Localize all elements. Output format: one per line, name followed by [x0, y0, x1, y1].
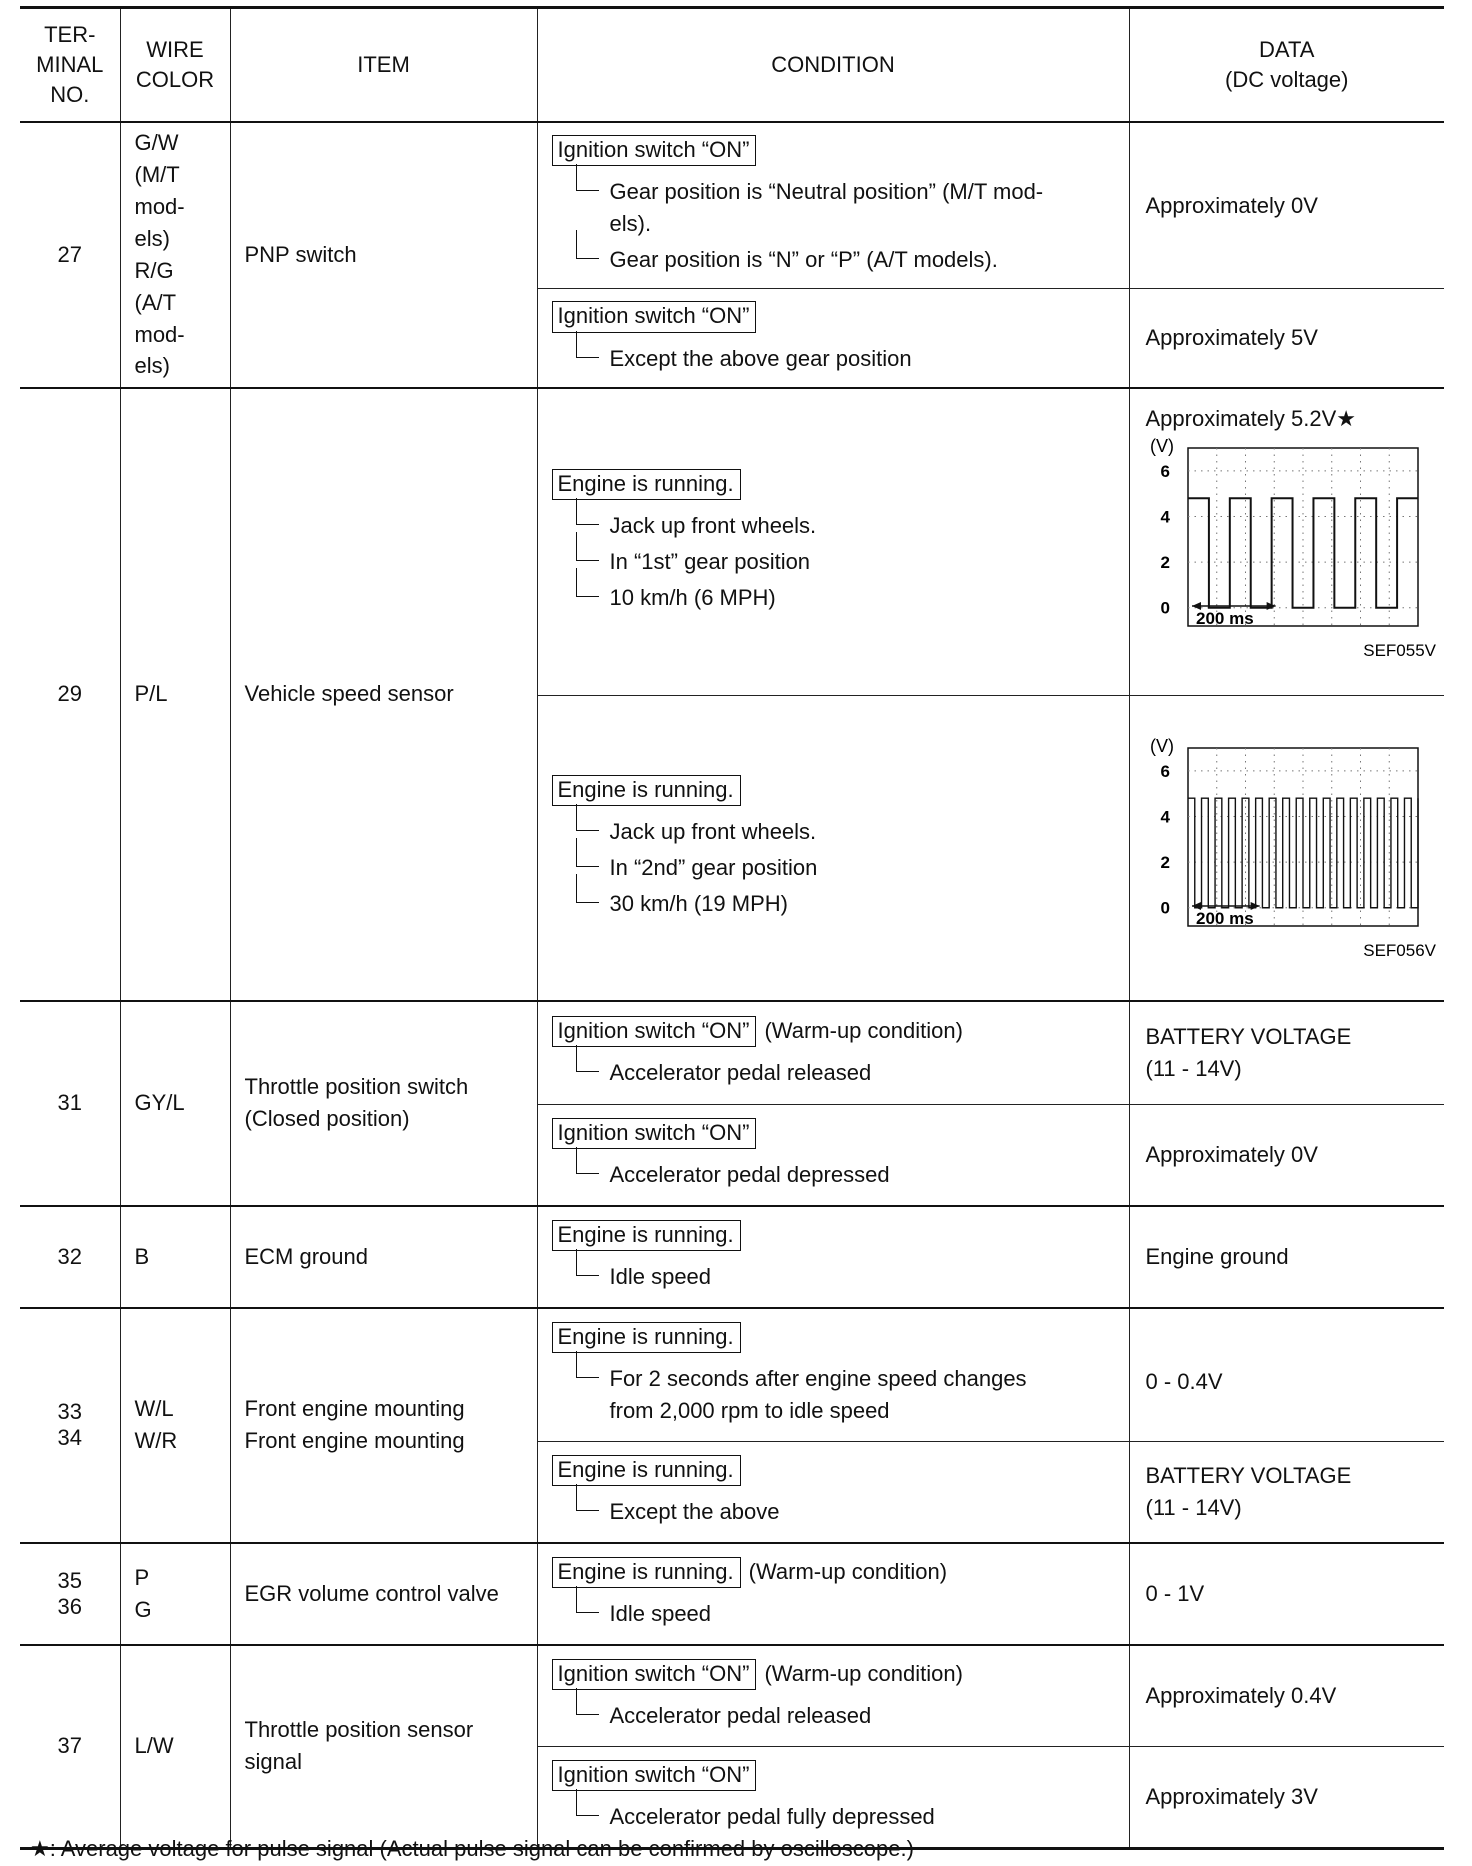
item-cell: PNP switch	[230, 122, 537, 388]
data-cell	[1129, 388, 1444, 696]
scope-tick-label: 4	[1160, 507, 1170, 527]
condition-box: Ignition switch “ON”	[552, 1118, 757, 1149]
scope-figure-code: SEF056V	[1362, 940, 1436, 960]
data-cell: 0 - 1V	[1129, 1543, 1444, 1645]
wire-color-cell: G/W (M/T mod- els) R/G (A/T mod- els)	[120, 122, 230, 388]
table-row	[20, 388, 1444, 696]
data-cell: Approximately 3V	[1129, 1746, 1444, 1848]
footnote: ★: Average voltage for pulse signal (Actual pulse signal can be confirmed by oscilloscope.)	[30, 1836, 914, 1861]
terminal-cell: 37	[20, 1645, 120, 1849]
condition-cell	[537, 122, 1129, 289]
data-cell	[1129, 695, 1444, 1001]
table-row	[20, 1001, 1444, 1105]
wire-color-cell: L/W	[120, 1645, 230, 1849]
scope-time-label: 200 ms	[1195, 609, 1254, 629]
terminal-cell: 31	[20, 1001, 120, 1206]
data-cell: BATTERY VOLTAGE (11 - 14V)	[1129, 1441, 1444, 1543]
header-condition: CONDITION	[537, 8, 1129, 123]
condition-box: Ignition switch “ON”	[552, 135, 757, 166]
condition-branch: Accelerator pedal released	[576, 1696, 1119, 1732]
data-cell: Approximately 0V	[1129, 1104, 1444, 1206]
data-value: Approximately 5.2V★	[1145, 405, 1356, 431]
condition-note: (Warm-up condition)	[764, 1660, 963, 1686]
condition-branch: Gear position is “N” or “P” (A/T models).	[576, 240, 1119, 276]
wire-color-cell: GY/L	[120, 1001, 230, 1206]
data-cell: Approximately 0.4V	[1129, 1645, 1444, 1747]
scope-tick-label: 0	[1160, 898, 1170, 918]
header-wire-color: WIRE COLOR	[120, 8, 230, 123]
condition-note: (Warm-up condition)	[764, 1017, 963, 1043]
wire-color-cell: P/L	[120, 388, 230, 1001]
condition-cell	[537, 289, 1129, 388]
table-row	[20, 122, 1444, 289]
wire-color-cell: P G	[120, 1543, 230, 1645]
terminal-cell: 35 36	[20, 1543, 120, 1645]
condition-branch: Idle speed	[576, 1594, 1119, 1630]
terminal-cell: 32	[20, 1206, 120, 1308]
condition-cell	[537, 1206, 1129, 1308]
condition-branch: In “2nd” gear position	[576, 848, 1119, 884]
item-cell: EGR volume control valve	[230, 1543, 537, 1645]
header-data: DATA (DC voltage)	[1129, 8, 1444, 123]
condition-branch: Accelerator pedal fully depressed	[576, 1797, 1119, 1833]
data-cell: Engine ground	[1129, 1206, 1444, 1308]
condition-cell	[537, 1543, 1129, 1645]
condition-box: Engine is running.	[552, 1322, 741, 1353]
scope-time-label: 200 ms	[1195, 908, 1254, 928]
condition-box: Ignition switch “ON”	[552, 1016, 757, 1047]
header-row	[20, 8, 1444, 123]
condition-cell	[537, 1104, 1129, 1206]
scope-unit-label: (V)	[1149, 436, 1174, 457]
data-cell: Approximately 0V	[1129, 122, 1444, 289]
condition-box: Ignition switch “ON”	[552, 1659, 757, 1690]
condition-box: Engine is running.	[552, 1220, 741, 1251]
condition-branch: Accelerator pedal depressed	[576, 1155, 1119, 1191]
condition-branch: Except the above gear position	[576, 339, 1119, 375]
condition-branch: Except the above	[576, 1492, 1119, 1528]
scope-unit-label: (V)	[1149, 735, 1174, 756]
scope-tick-label: 2	[1160, 553, 1170, 573]
condition-box: Ignition switch “ON”	[552, 301, 757, 332]
condition-branch: 10 km/h (6 MPH)	[576, 578, 1119, 614]
scope-tick-label: 0	[1160, 599, 1170, 619]
header-item: ITEM	[230, 8, 537, 123]
table-row	[20, 1645, 1444, 1747]
condition-cell	[537, 388, 1129, 696]
condition-branch: For 2 seconds after engine speed changes from 2,000 rpm to idle speed	[576, 1359, 1119, 1427]
scope-figure-code: SEF055V	[1362, 641, 1436, 661]
terminal-cell: 29	[20, 388, 120, 1001]
ecm-terminal-table	[20, 6, 1444, 1850]
table-row	[20, 1308, 1444, 1442]
condition-box: Engine is running.	[552, 1557, 741, 1588]
condition-box: Ignition switch “ON”	[552, 1760, 757, 1791]
terminal-cell: 33 34	[20, 1308, 120, 1543]
condition-cell	[537, 1746, 1129, 1848]
terminal-cell: 27	[20, 122, 120, 388]
data-cell: BATTERY VOLTAGE (11 - 14V)	[1129, 1001, 1444, 1105]
data-cell: Approximately 5V	[1129, 289, 1444, 388]
item-cell: Throttle position sensor signal	[230, 1645, 537, 1849]
table-row	[20, 1543, 1444, 1645]
scope-tick-label: 2	[1160, 852, 1170, 872]
condition-box: Engine is running.	[552, 1455, 741, 1486]
wire-color-cell: W/L W/R	[120, 1308, 230, 1543]
oscilloscope-waveform-2nd-gear	[1146, 734, 1436, 962]
condition-box: Engine is running.	[552, 775, 741, 806]
data-cell: 0 - 0.4V	[1129, 1308, 1444, 1442]
condition-box: Engine is running.	[552, 469, 741, 500]
scope-tick-label: 6	[1160, 462, 1170, 482]
item-cell: Throttle position switch (Closed position)	[230, 1001, 537, 1206]
ecm-terminal-sheet	[20, 6, 1444, 1850]
table-row	[20, 1206, 1444, 1308]
condition-cell	[537, 1308, 1129, 1442]
item-cell: Front engine mounting Front engine mounting	[230, 1308, 537, 1543]
condition-branch: 30 km/h (19 MPH)	[576, 884, 1119, 920]
condition-branch: Jack up front wheels.	[576, 506, 1119, 542]
scope-tick-label: 6	[1160, 761, 1170, 781]
condition-branch: Idle speed	[576, 1257, 1119, 1293]
item-cell: Vehicle speed sensor	[230, 388, 537, 1001]
oscilloscope-waveform-1st-gear	[1146, 434, 1436, 662]
scope-waveform	[1188, 798, 1418, 908]
condition-branch: In “1st” gear position	[576, 542, 1119, 578]
condition-cell	[537, 1441, 1129, 1543]
condition-branch: Gear position is “Neutral position” (M/T mod- els).	[576, 172, 1119, 240]
item-cell: ECM ground	[230, 1206, 537, 1308]
condition-branch: Jack up front wheels.	[576, 812, 1119, 848]
condition-branch: Accelerator pedal released	[576, 1053, 1119, 1089]
condition-cell	[537, 1001, 1129, 1105]
condition-note: (Warm-up condition)	[748, 1558, 948, 1584]
condition-cell	[537, 1645, 1129, 1747]
scope-tick-label: 4	[1160, 807, 1170, 827]
condition-cell	[537, 695, 1129, 1001]
header-terminal: TER- MINAL NO.	[20, 8, 120, 123]
wire-color-cell: B	[120, 1206, 230, 1308]
